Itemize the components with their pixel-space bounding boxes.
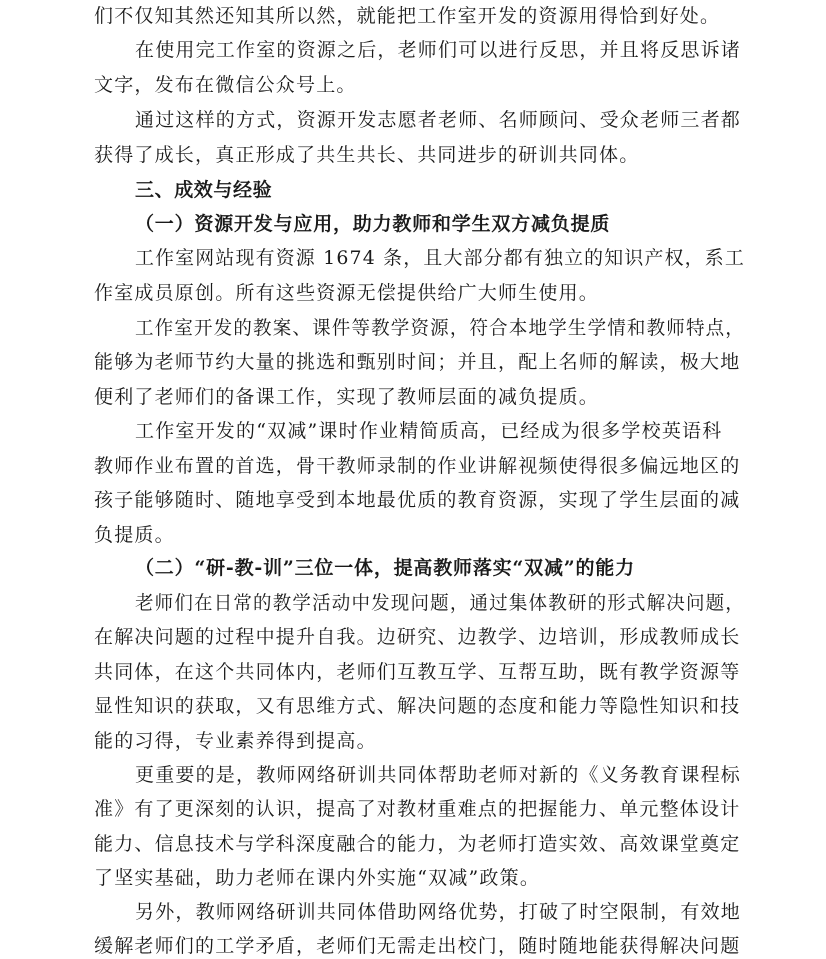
text-line: 另外，教师网络研训共同体借助网络优势，打破了时空限制，有效地 [135,901,742,923]
text-line: 准》有了更深刻的认识，提高了对教材重难点的把握能力、单元整体设计 [94,798,741,820]
text-line: 能够为老师节约大量的挑选和甄别时间；并且，配上名师的解读，极大地 [94,351,741,373]
text-line: 作室成员原创。所有这些资源无偿提供给广大师生使用。 [94,282,600,304]
text-line: 工作室网站现有资源 1674 条，且大部分都有独立的知识产权，系工 [135,247,745,269]
text-line: 工作室开发的教案、课件等教学资源，符合本地学生学情和教师特点， [135,317,745,339]
section-heading: 三、成效与经验 [135,179,273,201]
subsection-heading: （一）资源开发与应用，助力教师和学生双方减负提质 [135,213,611,235]
text-line: 在使用完工作室的资源之后，老师们可以进行反思，并且将反思诉诸 [135,39,742,61]
text-line: 缓解老师们的工学矛盾，老师们无需走出校门，随时随地能获得解决问题 [94,935,741,957]
text-line: 共同体，在这个共同体内，老师们互教互学、互帮互助，既有教学资源等 [94,661,741,683]
text-line: 便利了老师们的备课工作，实现了教师层面的减负提质。 [94,386,600,408]
text-line: 孩子能够随时、随地享受到本地最优质的教育资源，实现了学生层面的减 [94,489,741,511]
text-line: 负提质。 [94,524,175,546]
text-line: 更重要的是，教师网络研训共同体帮助老师对新的《义务教育课程标 [135,764,742,786]
text-line: 显性知识的获取，又有思维方式、解决问题的态度和能力等隐性知识和技 [94,695,741,717]
text-line: 教师作业布置的首选，骨干教师录制的作业讲解视频使得很多偏远地区的 [94,455,741,477]
text-line: 在解决问题的过程中提升自我。边研究、边教学、边培训，形成教师成长 [94,626,741,648]
text-line: 们不仅知其然还知其所以然，就能把工作室开发的资源用得恰到好处。 [94,5,721,27]
text-line: 工作室开发的“双减”课时作业精简质高，已经成为很多学校英语科 [135,420,723,442]
text-line: 获得了成长，真正形成了共生共长、共同进步的研训共同体。 [94,144,640,166]
text-line: 了坚实基础，助力老师在课内外实施“双减”政策。 [94,867,541,889]
text-line: 老师们在日常的教学活动中发现问题，通过集体教研的形式解决问题， [135,592,745,614]
text-line: 能力、信息技术与学科深度融合的能力，为老师打造实效、高效课堂奠定 [94,833,741,855]
text-line: 文字，发布在微信公众号上。 [94,74,357,96]
text-line: 通过这样的方式，资源开发志愿者老师、名师顾问、受众老师三者都 [135,109,742,131]
text-line: 能的习得，专业素养得到提高。 [94,730,377,752]
subsection-heading: （二）“研-教-训”三位一体，提高教师落实“双减”的能力 [135,557,635,579]
